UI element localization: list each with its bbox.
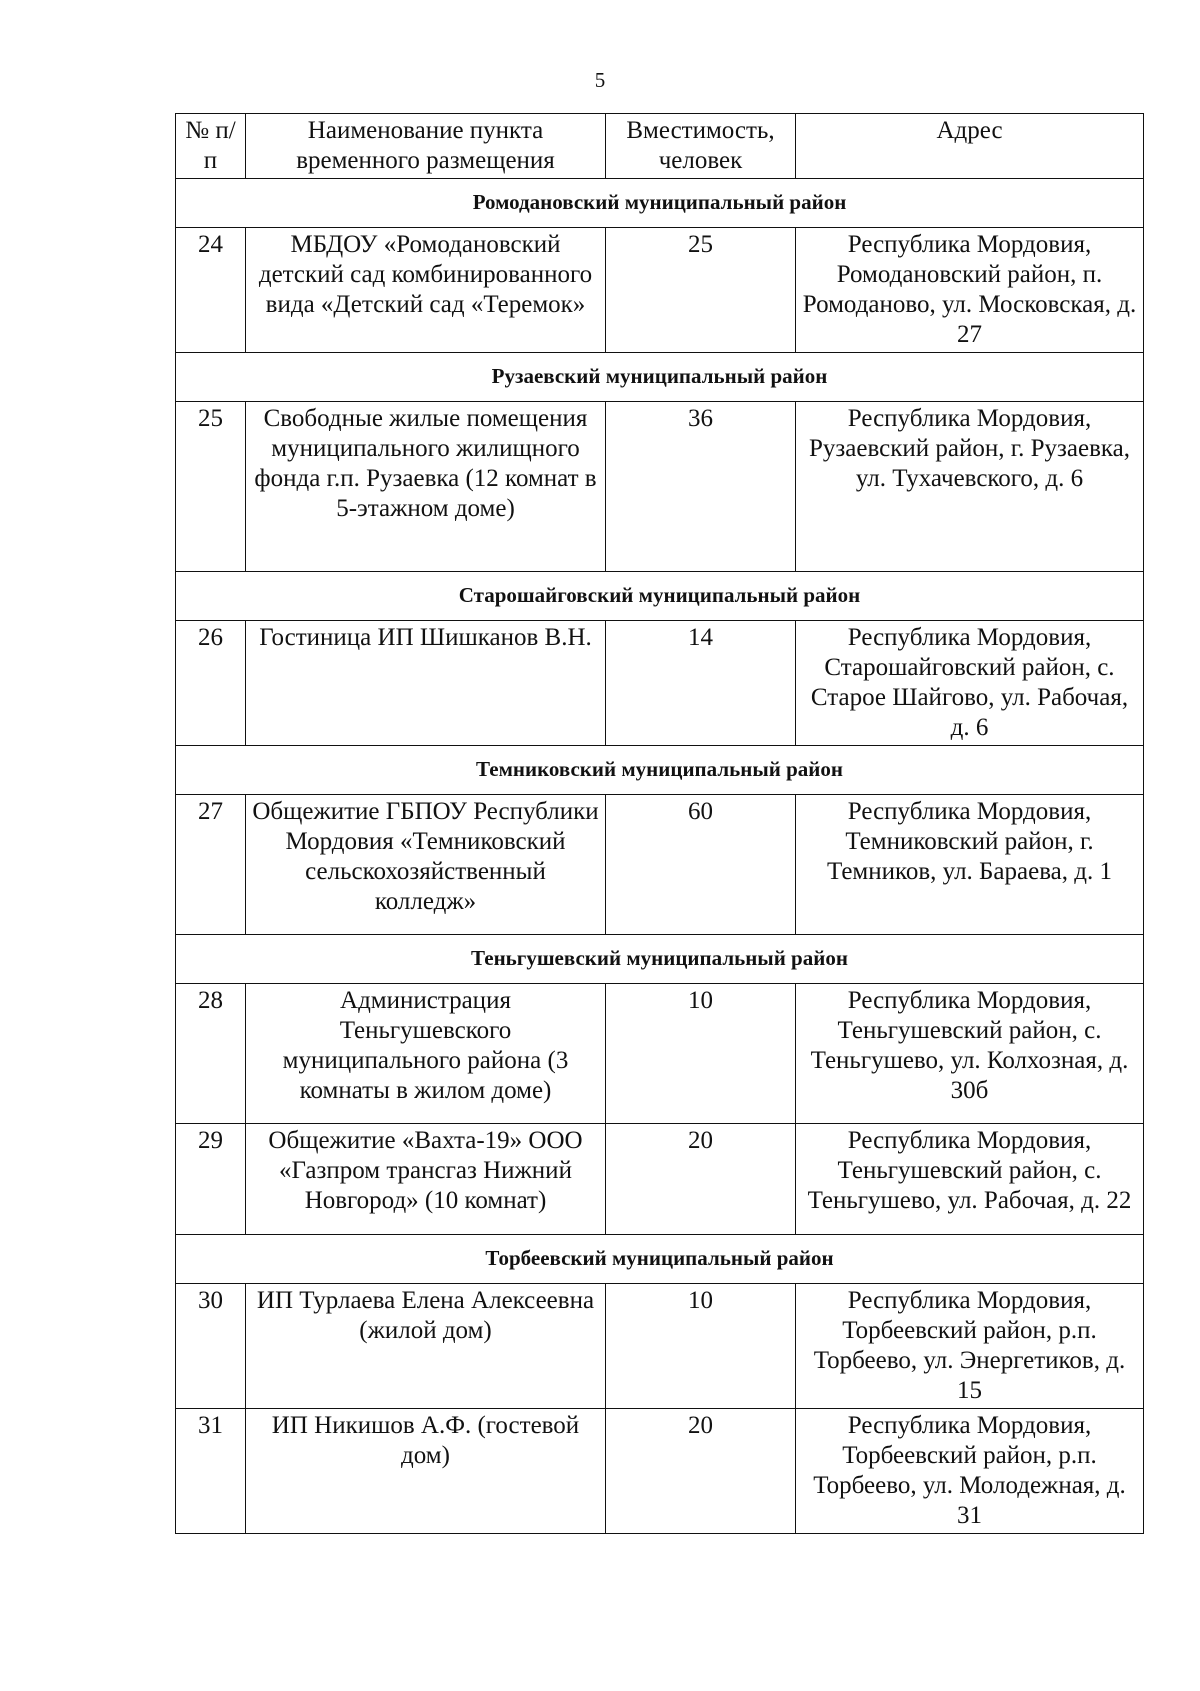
table-row: [176, 1284, 1144, 1409]
row-capacity: 20: [606, 1409, 796, 1534]
row-name: Общежитие ГБПОУ Республики Мордовия «Темниковский сельскохозяйственный колледж»: [246, 795, 606, 935]
table-row: [176, 1124, 1144, 1235]
section-row: [176, 935, 1144, 984]
row-name: Гостиница ИП Шишканов В.Н.: [246, 621, 606, 746]
table-row: [176, 1409, 1144, 1534]
section-row: [176, 353, 1144, 402]
section-row: [176, 179, 1144, 228]
table-row: [176, 984, 1144, 1124]
row-num: 25: [176, 402, 246, 572]
row-address: Республика Мордовия, Торбеевский район, р.п. Торбеево, ул. Молодежная, д. 31: [796, 1409, 1144, 1534]
table-row: [176, 228, 1144, 353]
page-number: 5: [594, 68, 606, 92]
row-num: 26: [176, 621, 246, 746]
section-title: Темниковский муниципальный район: [176, 746, 1144, 795]
row-address: Республика Мордовия, Рузаевский район, г. Рузаевка, ул. Тухачевского, д. 6: [796, 402, 1144, 572]
table-row: [176, 402, 1144, 572]
section-title: Старошайговский муниципальный район: [176, 572, 1144, 621]
header-address: Адрес: [796, 114, 1144, 179]
row-address: Республика Мордовия, Торбеевский район, р.п. Торбеево, ул. Энергетиков, д. 15: [796, 1284, 1144, 1409]
section-title: Торбеевский муниципальный район: [176, 1235, 1144, 1284]
header-num: № п/п: [176, 114, 246, 179]
row-capacity: 60: [606, 795, 796, 935]
row-address: Республика Мордовия, Темниковский район, г. Темников, ул. Бараева, д. 1: [796, 795, 1144, 935]
shelter-table: [175, 113, 1144, 1534]
row-num: 27: [176, 795, 246, 935]
section-row: [176, 1235, 1144, 1284]
section-title: Рузаевский муниципальный район: [176, 353, 1144, 402]
row-capacity: 25: [606, 228, 796, 353]
table-row: [176, 621, 1144, 746]
header-row: [176, 114, 1144, 179]
row-num: 31: [176, 1409, 246, 1534]
row-num: 24: [176, 228, 246, 353]
section-row: [176, 746, 1144, 795]
row-capacity: 10: [606, 984, 796, 1124]
row-address: Республика Мордовия, Теньгушевский район, с. Теньгушево, ул. Рабочая, д. 22: [796, 1124, 1144, 1235]
row-name: Общежитие «Вахта-19» ООО «Газпром трансгаз Нижний Новгород» (10 комнат): [246, 1124, 606, 1235]
row-num: 29: [176, 1124, 246, 1235]
row-name: Администрация Теньгушевского муниципального района (3 комнаты в жилом доме): [246, 984, 606, 1124]
row-address: Республика Мордовия, Ромодановский район, п. Ромоданово, ул. Московская, д. 27: [796, 228, 1144, 353]
header-capacity: Вместимость, человек: [606, 114, 796, 179]
row-name: ИП Никишов А.Ф. (гостевой дом): [246, 1409, 606, 1534]
row-address: Республика Мордовия, Старошайговский район, с. Старое Шайгово, ул. Рабочая, д. 6: [796, 621, 1144, 746]
row-address: Республика Мордовия, Теньгушевский район, с. Теньгушево, ул. Колхозная, д. 30б: [796, 984, 1144, 1124]
row-name: ИП Турлаева Елена Алексеевна (жилой дом): [246, 1284, 606, 1409]
row-capacity: 14: [606, 621, 796, 746]
row-capacity: 36: [606, 402, 796, 572]
section-row: [176, 572, 1144, 621]
row-num: 28: [176, 984, 246, 1124]
table-row: [176, 795, 1144, 935]
row-capacity: 20: [606, 1124, 796, 1235]
row-capacity: 10: [606, 1284, 796, 1409]
section-title: Ромодановский муниципальный район: [176, 179, 1144, 228]
row-name: МБДОУ «Ромодановский детский сад комбинированного вида «Детский сад «Теремок»: [246, 228, 606, 353]
row-name: Свободные жилые помещения муниципального жилищного фонда г.п. Рузаевка (12 комнат в 5-этажном доме): [246, 402, 606, 572]
header-name: Наименование пункта временного размещения: [246, 114, 606, 179]
row-num: 30: [176, 1284, 246, 1409]
section-title: Теньгушевский муниципальный район: [176, 935, 1144, 984]
